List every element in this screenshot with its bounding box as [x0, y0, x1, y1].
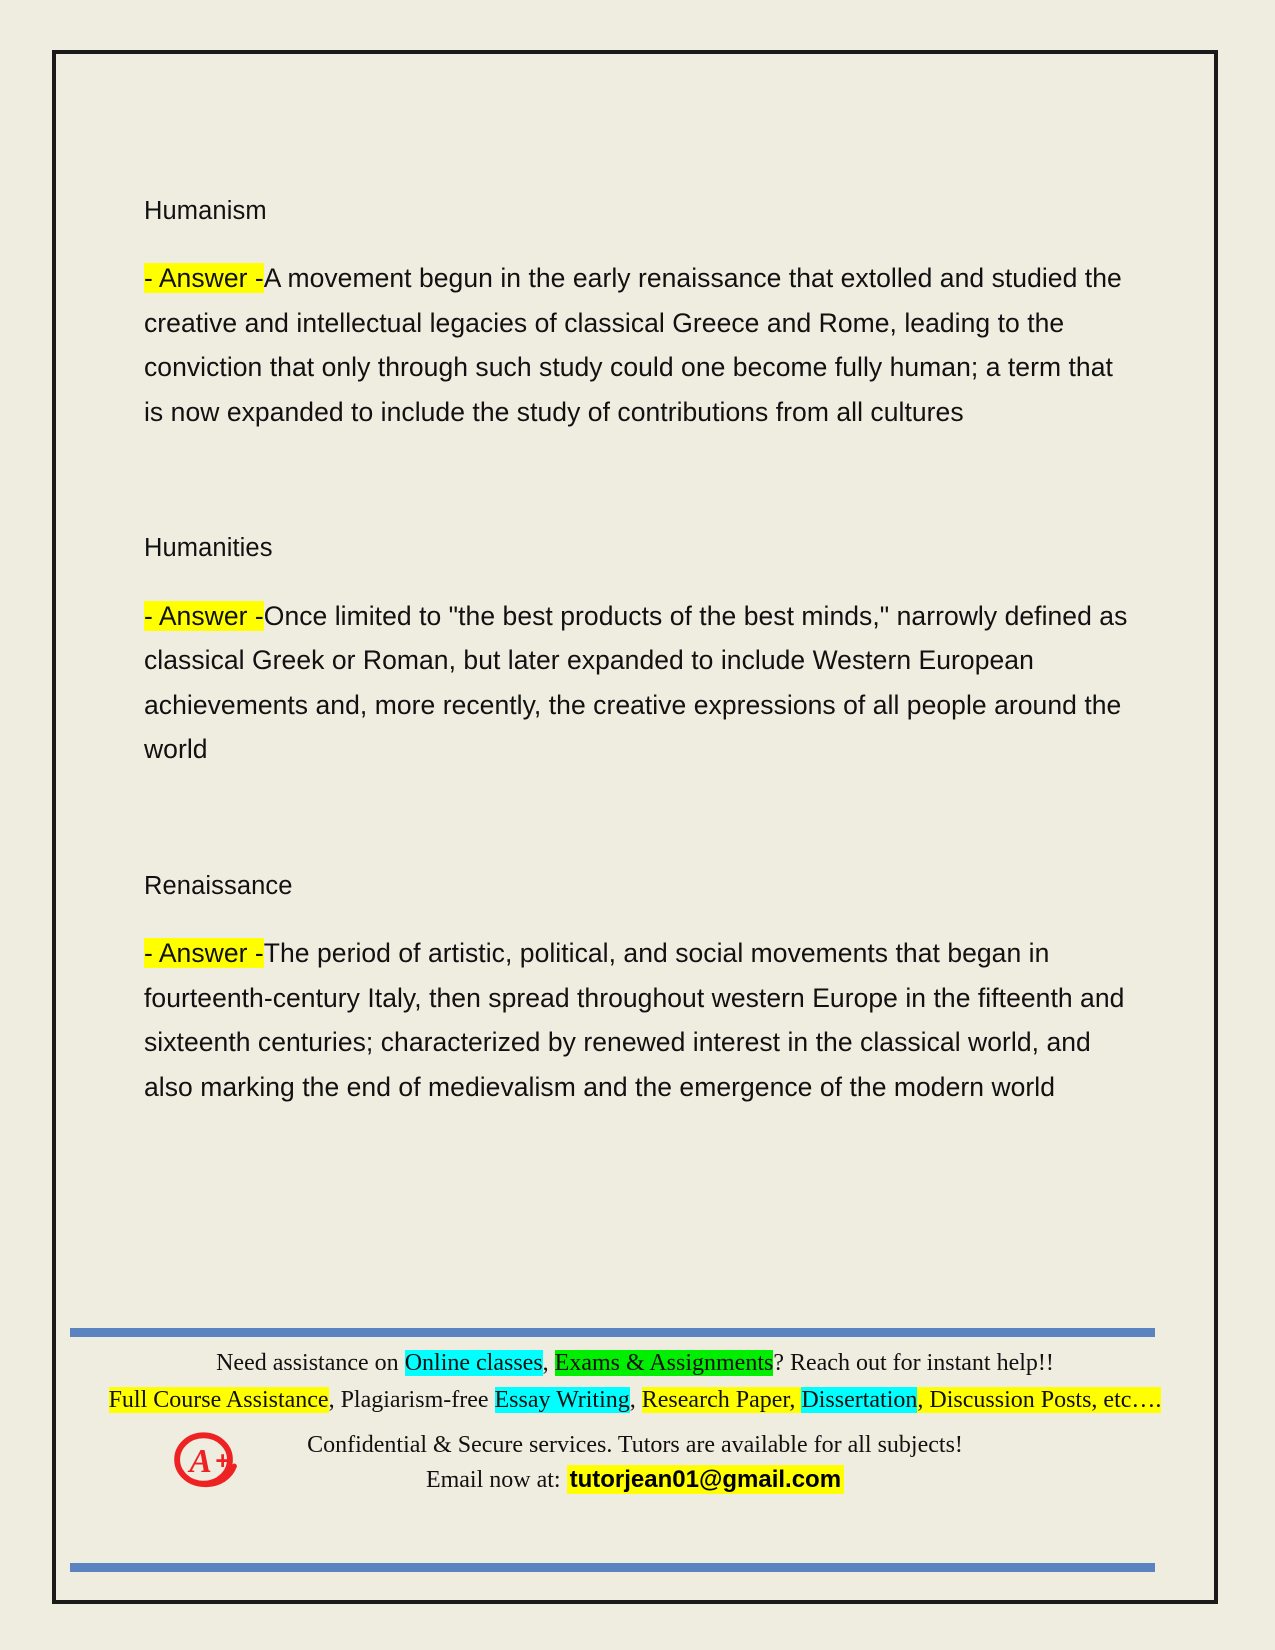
answer-body: Once limited to "the best products of the best minds," narrowly defined as classical Greek or Roman, but later expanded to include Western European achievements and, more recently, the creative expressions of all people around the world: [144, 600, 1128, 765]
answer-body: A movement begun in the early renaissance that extolled and studied the creative and intellectual legacies of classical Greece and Rome, leading to the conviction that only through such study could one become fully human; a term that is now expanded to include the study of contributions from all cultures: [144, 263, 1122, 427]
answer-body: The period of artistic, political, and social movements that began in fourteenth-century Italy, then spread throughout western Europe in the fifteenth and sixteenth centuries; characterized by renewed interest in the classical world, and also marking the end of medievalism and the emergence of the modern world: [144, 938, 1125, 1102]
highlight-research-paper: Research Paper,: [641, 1387, 802, 1413]
term-title: Renaissance: [144, 871, 293, 900]
term-entry: [144, 531, 1129, 771]
a-plus-grade-icon: [168, 1428, 242, 1494]
term-title: Humanism: [144, 197, 267, 225]
answer-label-highlight: - Answer -: [144, 600, 264, 631]
highlight-online-classes: Online classes: [404, 1350, 543, 1376]
term-entry: [144, 194, 1129, 434]
footer-divider-bottom: [70, 1563, 1155, 1572]
highlight-full-course-assistance: Full Course Assistance: [108, 1387, 329, 1413]
footer-text-part: Need assistance on: [216, 1350, 405, 1376]
study-notes-content: [144, 194, 1129, 1109]
highlight-exams-assignments: Exams & Assignments: [554, 1350, 774, 1376]
email-address[interactable]: tutorjean01@gmail.com: [567, 1465, 844, 1494]
footer-line-confidential: Confidential & Secure services. Tutors are available for all subjects!: [307, 1432, 963, 1458]
svg-text:A: A: [189, 1443, 212, 1480]
term-answer: [144, 931, 1129, 1109]
term-entry: [144, 869, 1129, 1109]
footer-line-services: [56, 1350, 1214, 1377]
term-title: Humanities: [144, 534, 273, 563]
footer-divider-top: [70, 1328, 1155, 1337]
answer-label-highlight: - Answer -: [144, 938, 264, 969]
highlight-dissertation: Dissertation: [801, 1387, 918, 1413]
footer-text-part: ,: [629, 1387, 642, 1413]
svg-text:+: +: [215, 1447, 230, 1476]
footer-text-part: ? Reach out for instant help!!: [773, 1350, 1054, 1376]
document-page: [52, 50, 1218, 1604]
footer-line-offerings: [56, 1387, 1214, 1414]
term-answer: [144, 256, 1129, 434]
email-label: Email now at:: [425, 1467, 567, 1493]
highlight-discussion-posts: , Discussion Posts, etc….: [917, 1387, 1162, 1413]
term-answer: [144, 594, 1129, 772]
answer-label-highlight: - Answer -: [144, 263, 264, 294]
highlight-essay-writing: Essay Writing: [494, 1387, 630, 1413]
promo-footer: [56, 1280, 1214, 1600]
footer-text-part: , Plagiarism-free: [328, 1387, 495, 1413]
footer-text-part: ,: [542, 1350, 555, 1376]
